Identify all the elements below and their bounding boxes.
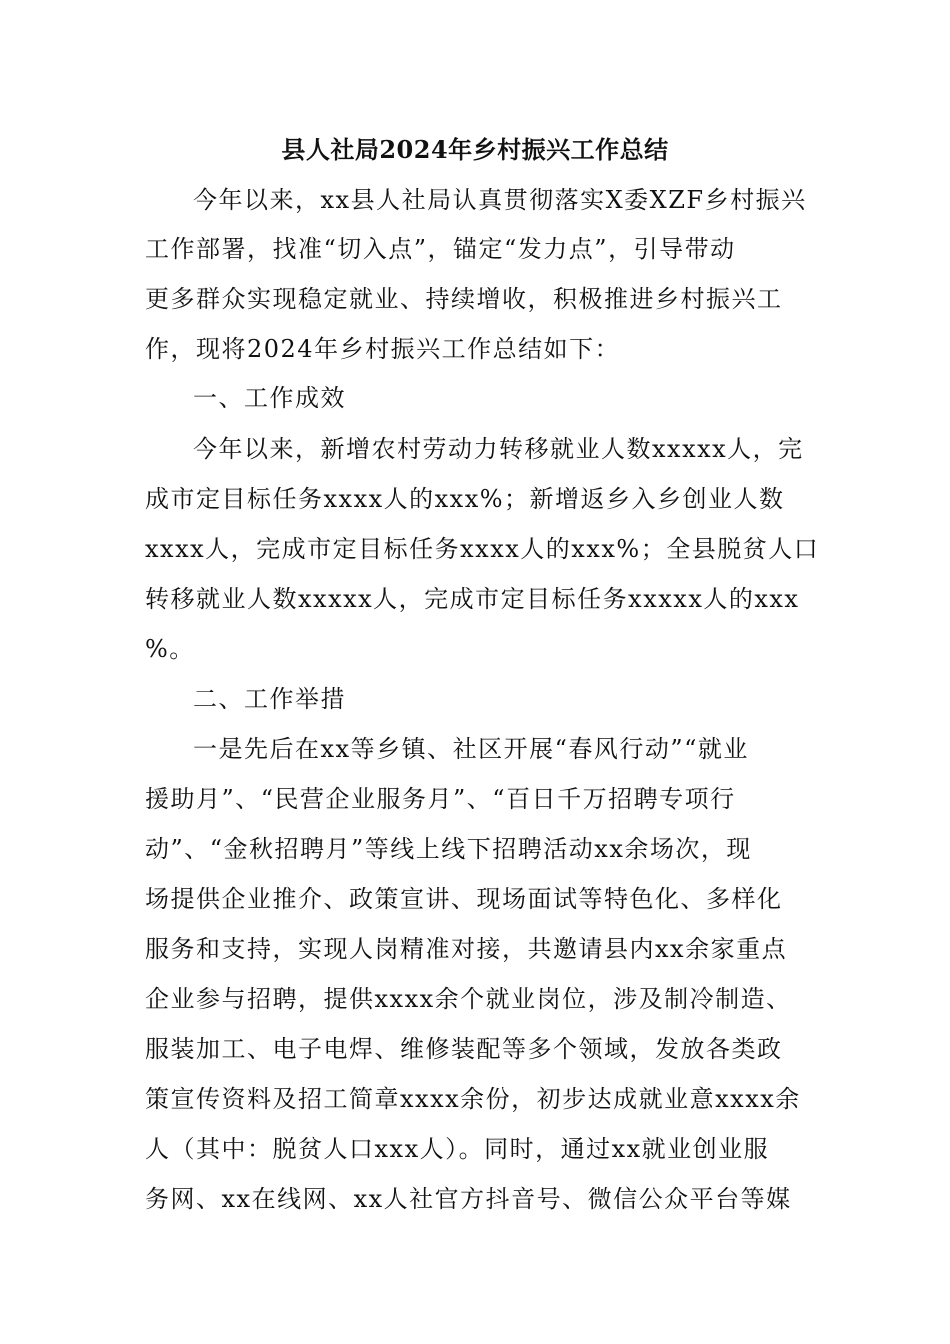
section-heading: 一、工作成效 [193, 384, 346, 412]
paragraph-line: 服务和支持，实现人岗精准对接，共邀请县内xx余家重点 [145, 935, 788, 963]
paragraph-line: 场提供企业推介、政策宣讲、现场面试等特色化、多样化 [145, 885, 783, 913]
paragraph-line: 工作部署，找准“切入点”，锚定“发力点”，引导带动 [145, 235, 736, 263]
paragraph-line: %。 [145, 635, 195, 663]
paragraph-line: 策宣传资料及招工简章xxxx余份，初步达成就业意xxxx余 [145, 1085, 801, 1113]
paragraph-line: 人（其中：脱贫人口xxx人）。同时，通过xx就业创业服 [145, 1135, 770, 1163]
paragraph-line: 动”、“金秋招聘月”等线上线下招聘活动xx余场次，现 [145, 835, 752, 863]
paragraph-line: 今年以来，新增农村劳动力转移就业人数xxxxx人，完 [193, 435, 804, 463]
paragraph-line: 援助月”、“民营企业服务月”、“百日千万招聘专项行 [145, 785, 736, 813]
paragraph-line: 作，现将2024年乡村振兴工作总结如下： [145, 335, 621, 363]
paragraph-line: 成市定目标任务xxxx人的xxx%；新增返乡入乡创业人数 [145, 485, 785, 513]
paragraph-line: 企业参与招聘，提供xxxx余个就业岗位，涉及制冷制造、 [145, 985, 792, 1013]
paragraph-line: 转移就业人数xxxxx人，完成市定目标任务xxxxx人的xxx [145, 585, 800, 613]
paragraph-line: 一是先后在xx等乡镇、社区开展“春风行动”“就业 [193, 735, 749, 763]
paragraph-line: 今年以来，xx县人社局认真贯彻落实X委XZF乡村振兴 [193, 186, 807, 214]
paragraph-line: 务网、xx在线网、xx人社官方抖音号、微信公众平台等媒 [145, 1185, 792, 1213]
paragraph-line: 更多群众实现稳定就业、持续增收，积极推进乡村振兴工 [145, 285, 783, 313]
paragraph-line: 服装加工、电子电焊、维修装配等多个领域，发放各类政 [145, 1035, 783, 1063]
document-title: 县人社局2024年乡村振兴工作总结 [281, 135, 669, 164]
paragraph-line: xxxx人，完成市定目标任务xxxx人的xxx%；全县脱贫人口 [145, 535, 820, 563]
section-heading: 二、工作举措 [193, 685, 346, 713]
